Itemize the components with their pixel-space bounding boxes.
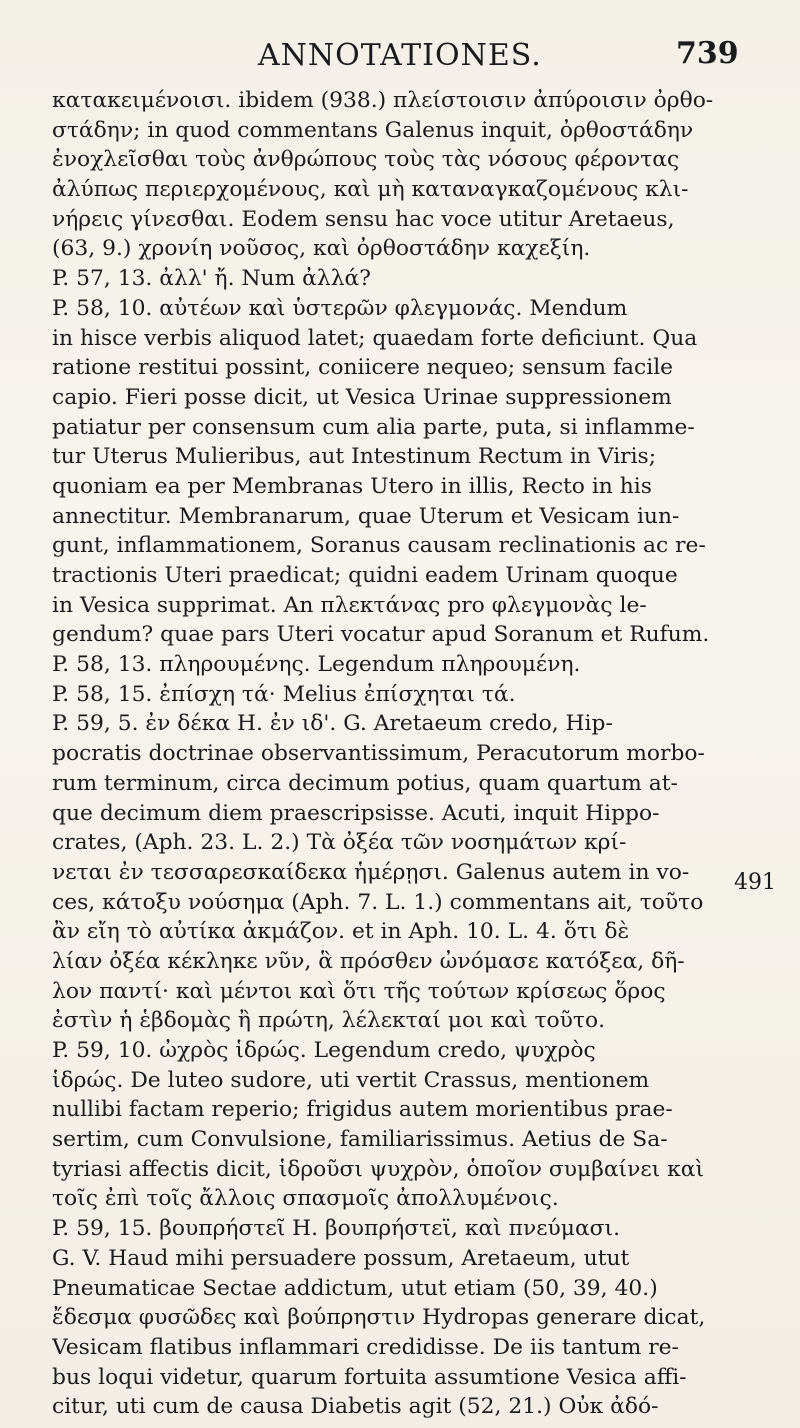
text-line: ratione restitui possint, coniicere nequeo; sensum facile (52, 355, 674, 381)
text-line: νήρεις γίνεσθαι. Eodem sensu hac voce utitur Aretaeus, (52, 206, 675, 232)
text-line: que decimum diem praescripsisse. Acuti, inquit Hippo- (52, 800, 660, 826)
text-line: P. 59, 10. ὠχρὸς ἱδρώς. Legendum credo, ψυχρὸς (52, 1038, 596, 1063)
text-line: tyriasi affectis dicit, ἱδροῦσι ψυχρὸν, ὁποῖον συμβαίνει καὶ (52, 1156, 704, 1182)
text-line: gendum? quae pars Uteri vocatur apud Soranum et Rufum. (52, 622, 710, 648)
text-line: (63, 9.) χρονίη νοῦσος, καὶ ὀρθοστάδην καχεξίη. (52, 236, 591, 262)
text-line: P. 59, 15. βουπρήστεῖ H. βουπρήστεϊ, καὶ πνεύμασι. (52, 1216, 621, 1242)
text-line: λίαν ὀξέα κέκληκε νῦν, ἃ πρόσθεν ὠνόμασε κατόξεα, δῆ- (52, 948, 685, 974)
text-line: P. 58, 13. πληρουμένης. Legendum πληρουμένη. (52, 652, 581, 678)
text-line: capio. Fieri posse dicit, ut Vesica Urinae suppressionem (52, 384, 672, 410)
text-line: nullibi factam reperio; frigidus autem morientibus prae- (52, 1097, 673, 1123)
page-number: 739 (676, 36, 739, 71)
text-line: στάδην; in quod commentans Galenus inquit, ὀρθοστάδην (52, 117, 694, 143)
text-line: citur, uti cum de causa Diabetis agit (52, 21.) Οὐκ ἀδό- (52, 1394, 659, 1420)
text-line: P. 58, 10. αὐτέων καὶ ὑστερῶν φλεγμονάς. Mendum (52, 295, 628, 321)
text-line: annectitur. Membranarum, quae Uterum et Vesicam iun- (52, 503, 680, 529)
running-header (0, 38, 800, 78)
text-line: rum terminum, circa decimum potius, quam quartum at- (52, 770, 678, 796)
text-line: ἱδρώς. De luteo sudore, uti vertit Crassus, mentionem (52, 1067, 650, 1093)
text-line: in Vesica supprimat. An πλεκτάνας pro φλεγμονὰς le- (52, 592, 647, 618)
text-line: tur Uterus Mulieribus, aut Intestinum Rectum in Viris; (52, 444, 657, 470)
text-line: patiatur per consensum cum alia parte, puta, si inflamme- (52, 414, 695, 440)
text-line: ἂν εἴη τὸ αὐτίκα ἀκμάζον. et in Aph. 10. L. 4. ὅτι δὲ (52, 919, 630, 945)
text-line: gunt, inflammationem, Soranus causam reclinationis ac re- (52, 533, 706, 559)
margin-page-reference: 491 (734, 870, 776, 895)
text-line: P. 57, 13. ἀλλ' ἤ. Num ἀλλά? (52, 266, 371, 292)
text-line: ἐνοχλεῖσθαι τοὺς ἀνθρώπους τοὺς τὰς νόσους φέροντας (52, 147, 680, 173)
text-line: G. V. Haud mihi persuadere possum, Aretaeum, utut (52, 1245, 630, 1271)
text-line: sertim, cum Convulsione, familiarissimus. Aetius de Sa- (52, 1127, 668, 1153)
text-line: νεται ἐν τεσσαρεσκαίδεκα ἡμέρῃσι. Galenus autem in vo- (52, 859, 690, 885)
text-line: in hisce verbis aliquod latet; quaedam forte deficiunt. Qua (52, 325, 698, 351)
body-text (52, 86, 732, 1422)
running-title: ANNOTATIONES. (258, 38, 542, 73)
text-line: λον παντί· καὶ μέντοι καὶ ὅτι τῆς τούτων κρίσεως ὅρος (52, 978, 666, 1004)
text-line: ἐστὶν ἡ ἑβδομὰς ἢ πρώτη, λέλεκταί μοι καὶ τοῦτο. (52, 1008, 606, 1034)
text-line: κατακειμένοισι. ibidem (938.) πλείστοισιν ἀπύροισιν ὀρθο- (52, 88, 714, 113)
text-line: bus loqui videtur, quarum fortuita assumtione Vesica affi- (52, 1364, 687, 1390)
text-line: P. 58, 15. ἐπίσχη τά· Melius ἐπίσχηται τά. (52, 681, 516, 707)
text-line: tractionis Uteri praedicat; quidni eadem Urinam quoque (52, 563, 678, 588)
text-line: Pneumaticae Sectae addictum, utut etiam (50, 39, 40.) (52, 1275, 658, 1301)
text-line: crates, (Aph. 23. L. 2.) Τὰ ὀξέα τῶν νοσημάτων κρί- (52, 830, 627, 856)
text-line: Vesicam flatibus inflammari credidisse. De iis tantum re- (52, 1334, 679, 1360)
text-line: P. 59, 5. ἐν δέκα H. ἐν ιδ'. G. Aretaeum credo, Hip- (52, 711, 613, 737)
text-line: ἔδεσμα φυσῶδες καὶ βούπρηστιν Hydropas generare dicat, (52, 1305, 706, 1331)
text-line: ces, κάτοξυ νούσημα (Aph. 7. L. 1.) commentans ait, τοῦτο (52, 889, 704, 915)
text-line: ἀλύπως περιερχομένους, καὶ μὴ καταναγκαζομένους κλι- (52, 177, 689, 203)
text-line: quoniam ea per Membranas Utero in illis, Recto in his (52, 473, 652, 499)
text-line: pocratis doctrinae observantissimum, Peracutorum morbo- (52, 741, 705, 767)
text-line: τοῖς ἐπὶ τοῖς ἄλλοις σπασμοῖς ἀπολλυμένοις. (52, 1186, 559, 1212)
